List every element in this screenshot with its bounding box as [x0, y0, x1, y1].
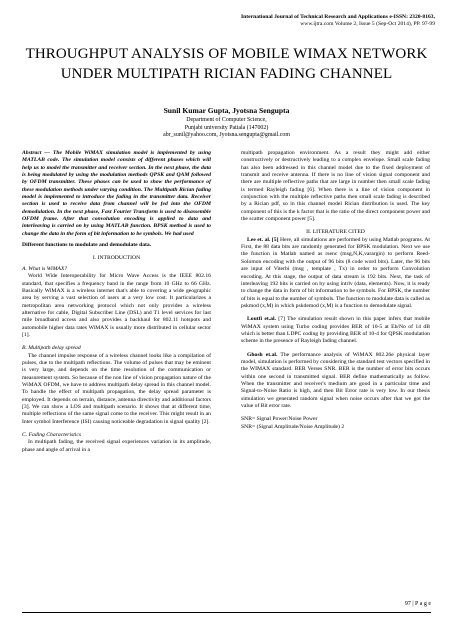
paragraph-fading-continued: multipath propagation environment. As a result they might add either constructively or destructively leading to a complex envelope. Small scale fading has also been addressed in this channel model due to the fixed deployment of transmit and receive antenna. If there is no line of vision signal component and there are multiple reflective paths that are large in number then small scale fading is termed Rayleigh fading [6]. When there is a line of vision component in conjunction with the multiple reflective paths then small scale fading is described by a Rician pdf, so in this channel model Rician distribution is used. The key component of this is the k factor that is the ratio of the direct component power and the scatter component power [5].: [241, 150, 430, 223]
ghosh-text: The performance analysis of WiMAX 802.26e physical layer model, simulation is performed by considering the standard test vectors specified in the WIMAX standard. BER Verses SNR. BER is the number of error bits occurs within one second in transmitted signal. BER define mathematically as follow. When the transmitter and receiver's medium are good in a particular time and Signal-to-Noise Ratio is high, and then Bit Error rate is very low. In our thesis simulation we generated random signal when noise occurs after that we got the value of Bit error rate.: [241, 351, 430, 409]
abstract-label: Abstract: [22, 150, 42, 156]
journal-issn: e-ISSN: 2320-8163,: [389, 14, 435, 20]
lee-text: Here, all simulations are performed by using Matlab programs. At First, the 88 data bits are randomly generated for BPSK modulation. Next we use the function in Matlab named as rsenc (msg,N,K,varargin) to perform Reed-Solomon encoding with the output of 96 bits (8 code word bits). Later, the 96 bits are input of Viterbi (msg , template , Tx) in order to perform Convolution encoding. At this stage, the output of data stream is 192 bits. Next, the task of interleaving 192 bits is carried on by using intrlv (data, elements). Now, it is ready to change the data in form of bit information to be symbols. For BPSK, the number of bits is equal to the number of symbols. The function to modulate data is called as pskmod (x,M) in which pskdemod (x,M) is a function to demodulate signal.: [241, 236, 430, 309]
keywords: Different functions to modulate and demodulate data.: [22, 242, 152, 249]
equation-snr-amplitude: SNR= (Signal Amplitude/Noise Amplitude) 2: [241, 423, 345, 430]
author-affiliation: [0, 117, 453, 140]
journal-header: [105, 14, 435, 28]
paragraph-fading: In multipath fading, the received signal experiences variation in its amplitude, phase and angle of arrival in a: [22, 439, 211, 453]
abstract-text: — The Mobile WiMAX simulation model is implemented by using MATLAB code. The simulation model consists of different phases which will help us to model the transmitter and receiver section. In the next phase, the data is being modulated by using the modulation methods QPSK and QAM followed by OFDM transmitter. These phases can be used to show the performance of these modulation methods under varying condition. The Multipath Rician fading model is implemented to introduce the fading in the transmitter data. Receiver section is used to receive data from channel will be fed into the OFDM demodulation. In the next phase, Fast Fourier Transform is used to disassemble OFDM frame. After that convolution encoding is applied to data and interleaving is carried on by using MATLAB function. BPSK method is used to change the data in the form of bit information to be symbols. We had used: [22, 150, 211, 237]
subsection-heading-what-is-wimax: A. What is WiMAX?: [22, 265, 68, 272]
paragraph-multipath-delay: The channel impulse response of a wireless channel looks like a compilation of pulses, due to the multipath reflections. The volume of pulses that may be eminent is very large, and depends on the time resolution of the communication or measurement system. So because of the non line of vision propagation nature of the WiMAX OFDM, we have to address multipath delay spread in this channel model. To handle the effect of multipath propagation, the delay spread parameter is employed. It depends on terrain, distance, antenna directivity and additional factors [3]. We can show a LOS and multipath scenario. It shows that at different time, multiple reflections of the same signal come to the receiver. This might result in an Inter symbol Interference (ISI) causing noticeable degradation in signal quality [2].: [22, 352, 211, 425]
affiliation-department: Department of Computer Science,: [186, 117, 267, 123]
paper-authors: Sunil Kumar Gupta, Jyotsna Sengupta: [163, 106, 290, 115]
equation-snr-power: SNR= Signal Power/Noise Power: [241, 416, 318, 423]
abstract: [22, 150, 211, 238]
journal-volume-line: www.ijtra.com Volume 2, Issue 5 (Sep-Oct 2014), PP. 97-99: [300, 21, 435, 27]
citation-loutfi: Loutfi et.al.: [247, 316, 276, 323]
paper-title: THROUGHPUT ANALYSIS OF MOBILE WIMAX NETWORK UNDER MULTIPATH RICIAN FADING CHANNEL: [25, 46, 428, 82]
page-number: 97 | P a g e: [404, 601, 431, 607]
paragraph-ghosh: [241, 352, 430, 411]
footer-divider: [22, 612, 431, 613]
loutfi-text: [7] The simulation result shown in this paper infers that mobile WiMAX system using Turbo coding provides BER of 10-5 at Eb/No of 14 dB which is better than LDPC coding by providing BER of 10-4 for QPSK modulation scheme in the presence of Rayleigh fading channel.: [241, 316, 430, 345]
subsection-heading-multipath-delay: B. Multipath delay spread: [22, 345, 81, 352]
citation-ghosh: Ghosh et.al.: [247, 351, 278, 358]
section-heading-introduction: I. INTRODUCTION: [92, 255, 141, 262]
paragraph-wimax: World Wide Interoperability for Micro Wave Access is the IEEE 802.16 standard, that specifies a frequency band in the range from 10 GHz to 66 GHz. Basically WiMAX is a wireless internet that's able to covering a wide geographic area by serving a vast selection of users at a very low cost. It particularizes a metropolitan area networking protocol which not only provides a wireless alternative for cable, Digital Subscriber Line (DSL) and T1 level services for last mile broadband access and also provides a backhaul for 802.11 hotspots and automobile higher data rates WiMAX is usually more distributed in cellular sector [1].: [22, 273, 211, 338]
paragraph-lee: [241, 237, 430, 310]
paragraph-loutfi: [241, 316, 430, 345]
affiliation-university: Punjabi university Patiala (147002): [184, 124, 269, 131]
right-column: [241, 150, 430, 431]
citation-lee: Lee et. al. [5]: [247, 236, 279, 243]
journal-name: International Journal of Technical Research and Applications: [241, 14, 388, 20]
section-heading-literature: II. LITERATURE CITED: [306, 229, 365, 236]
subsection-heading-fading: C. Fading Characteristics: [22, 432, 82, 439]
left-column: [22, 150, 211, 454]
author-emails: abr_sunil@yahoo.com, Jyotsna.sengupta@gmail.com: [163, 132, 290, 139]
